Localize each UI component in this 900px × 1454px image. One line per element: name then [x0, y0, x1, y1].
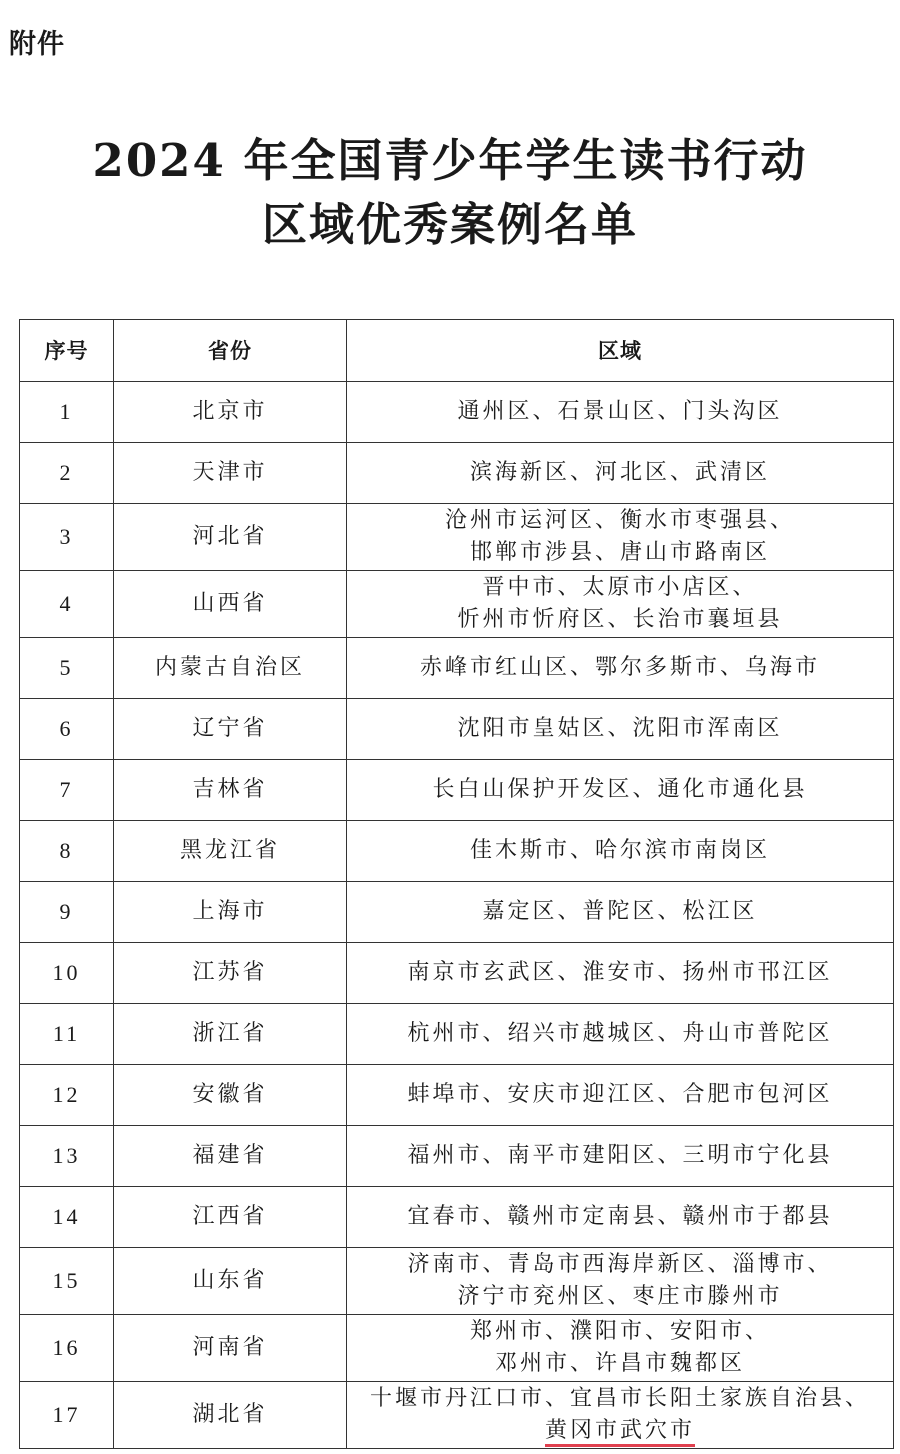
- table-row: [20, 443, 894, 504]
- region-line: 十堰市丹江口市、宜昌市长阳土家族自治县、: [369, 1386, 870, 1411]
- row-region: [347, 443, 894, 504]
- row-region: [347, 1126, 894, 1187]
- row-province: 内蒙古自治区: [114, 638, 347, 699]
- row-region: [347, 1248, 894, 1315]
- row-province: 江西省: [114, 1187, 347, 1248]
- row-region: [347, 1382, 894, 1449]
- row-province: 河南省: [114, 1315, 347, 1382]
- region-line: 长白山保护开发区、通化市通化县: [432, 777, 808, 802]
- row-province: 黑龙江省: [114, 821, 347, 882]
- row-province: 北京市: [114, 382, 347, 443]
- row-region: [347, 638, 894, 699]
- region-line: 沧州市运河区、衡水市枣强县、: [444, 508, 795, 533]
- region-line: 宜春市、赣州市定南县、赣州市于都县: [407, 1204, 833, 1229]
- row-province: 吉林省: [114, 760, 347, 821]
- row-number: 14: [20, 1187, 114, 1248]
- row-province: 上海市: [114, 882, 347, 943]
- row-province: 福建省: [114, 1126, 347, 1187]
- row-region: [347, 1315, 894, 1382]
- table-header-row: [20, 320, 894, 382]
- row-province: 浙江省: [114, 1004, 347, 1065]
- row-province: 辽宁省: [114, 699, 347, 760]
- region-line: 南京市玄武区、淮安市、扬州市邗江区: [407, 960, 833, 985]
- table-row: [20, 699, 894, 760]
- region-line: 邯郸市涉县、唐山市路南区: [469, 540, 770, 565]
- row-region: [347, 571, 894, 638]
- row-number: 11: [20, 1004, 114, 1065]
- row-number: 6: [20, 699, 114, 760]
- table-row: [20, 638, 894, 699]
- row-number: 13: [20, 1126, 114, 1187]
- page-subtitle: 区域优秀案例名单: [261, 198, 638, 251]
- table-body: [20, 382, 894, 1449]
- row-region: [347, 943, 894, 1004]
- table-row: [20, 1315, 894, 1382]
- row-region: [347, 1065, 894, 1126]
- row-number: 7: [20, 760, 114, 821]
- row-region: [347, 382, 894, 443]
- row-number: 2: [20, 443, 114, 504]
- table-row: [20, 571, 894, 638]
- row-province: 山东省: [114, 1248, 347, 1315]
- region-line: 福州市、南平市建阳区、三明市宁化县: [407, 1143, 833, 1168]
- row-number: 10: [20, 943, 114, 1004]
- region-line: 济南市、青岛市西海岸新区、淄博市、: [407, 1252, 833, 1277]
- region-line: 邓州市、许昌市魏都区: [494, 1351, 745, 1376]
- row-number: 16: [20, 1315, 114, 1382]
- table-row: [20, 821, 894, 882]
- region-line: 佳木斯市、哈尔滨市南岗区: [469, 838, 770, 863]
- table-row: [20, 1004, 894, 1065]
- table-row: [20, 382, 894, 443]
- region-line: 郑州市、濮阳市、安阳市、: [469, 1319, 770, 1344]
- row-region: [347, 821, 894, 882]
- table-row: [20, 1065, 894, 1126]
- region-line: 赤峰市红山区、鄂尔多斯市、乌海市: [419, 655, 820, 680]
- column-header-number: 序号: [20, 320, 114, 382]
- region-line: 杭州市、绍兴市越城区、舟山市普陀区: [407, 1021, 833, 1046]
- row-region: [347, 504, 894, 571]
- row-number: 12: [20, 1065, 114, 1126]
- row-region: [347, 699, 894, 760]
- region-line: 忻州市忻府区、长治市襄垣县: [457, 607, 783, 632]
- row-number: 1: [20, 382, 114, 443]
- row-number: 4: [20, 571, 114, 638]
- row-region: [347, 1004, 894, 1065]
- column-header-province: 省份: [114, 320, 347, 382]
- region-line: 嘉定区、普陀区、松江区: [482, 899, 758, 924]
- row-number: 9: [20, 882, 114, 943]
- table-row: [20, 882, 894, 943]
- table-row: [20, 1248, 894, 1315]
- row-number: 3: [20, 504, 114, 571]
- row-number: 15: [20, 1248, 114, 1315]
- row-province: 山西省: [114, 571, 347, 638]
- row-number: 8: [20, 821, 114, 882]
- region-line: 晋中市、太原市小店区、: [482, 575, 758, 600]
- row-number: 5: [20, 638, 114, 699]
- region-line: 蚌埠市、安庆市迎江区、合肥市包河区: [407, 1082, 833, 1107]
- attachment-label: 附件: [9, 29, 65, 60]
- highlighted-region-text: 黄冈市武穴市: [545, 1418, 695, 1447]
- region-line: 通州区、石景山区、门头沟区: [457, 399, 783, 424]
- row-province: 江苏省: [114, 943, 347, 1004]
- table-row: [20, 1382, 894, 1449]
- table-row: [20, 504, 894, 571]
- row-province: 河北省: [114, 504, 347, 571]
- row-province: 天津市: [114, 443, 347, 504]
- award-list-table: [19, 319, 894, 1449]
- region-line: 济宁市兖州区、枣庄市滕州市: [457, 1284, 783, 1309]
- row-number: 17: [20, 1382, 114, 1449]
- region-line: [347, 1415, 893, 1447]
- row-region: [347, 760, 894, 821]
- row-region: [347, 882, 894, 943]
- region-line: 沈阳市皇姑区、沈阳市浑南区: [457, 716, 783, 741]
- column-header-region: 区域: [347, 320, 894, 382]
- row-region: [347, 1187, 894, 1248]
- table-row: [20, 1126, 894, 1187]
- region-line: 滨海新区、河北区、武清区: [469, 460, 770, 485]
- row-province: 安徽省: [114, 1065, 347, 1126]
- table-row: [20, 760, 894, 821]
- table-row: [20, 1187, 894, 1248]
- row-province: 湖北省: [114, 1382, 347, 1449]
- table-row: [20, 943, 894, 1004]
- page-title: 2024 年全国青少年学生读书行动: [92, 134, 808, 187]
